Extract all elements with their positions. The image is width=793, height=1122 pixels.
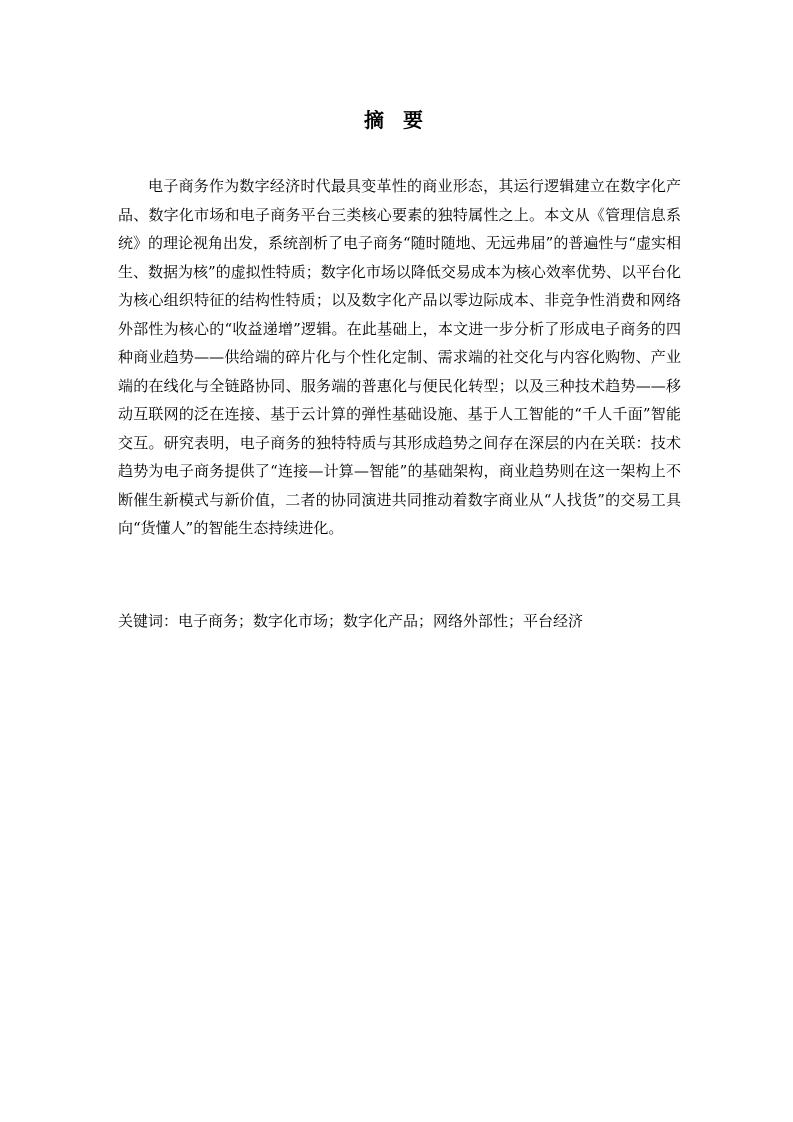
keywords-line: 关键词：电子商务；数字化市场；数字化产品；网络外部性；平台经济 [118, 612, 584, 630]
abstract-title: 摘 要 [364, 108, 429, 132]
abstract-paragraph: 电子商务作为数字经济时代最具变革性的商业形态，其运行逻辑建立在数字化产品、数字化市场和电子商务平台三类核心要素的独特属性之上。本文从《管理信息系统》的理论视角出发，系统剖析了电子商务“随时随地、无远弗届”的普遍性与“虚实相生、数据为核”的虚拟性特质；数字化市场以降低交易成本为核心效率优势、以平台化为核心组织特征的结构性特质；以及数字化产品以零边际成本、非竞争性消费和网络外部性为核心的“收益递增”逻辑。在此基础上，本文进一步分析了形成电子商务的四种商业趋势——供给端的碎片化与个性化定制、需求端的社交化与内容化购物、产业端的在线化与全链路协同、服务端的普惠化与便民化转型；以及三种技术趋势——移动互联网的泛在连接、基于云计算的弹性基础设施、基于人工智能的“千人千面”智能交互。研究表明，电子商务的独特特质与其形成趋势之间存在深层的内在关联：技术趋势为电子商务提供了“连接—计算—智能”的基础架构，商业趋势则在这一架构上不断催生新模式与新价值，二者的协同演进共同推动着数字商业从“人找货”的交易工具向“货懂人”的智能生态持续进化。 [118, 177, 682, 537]
